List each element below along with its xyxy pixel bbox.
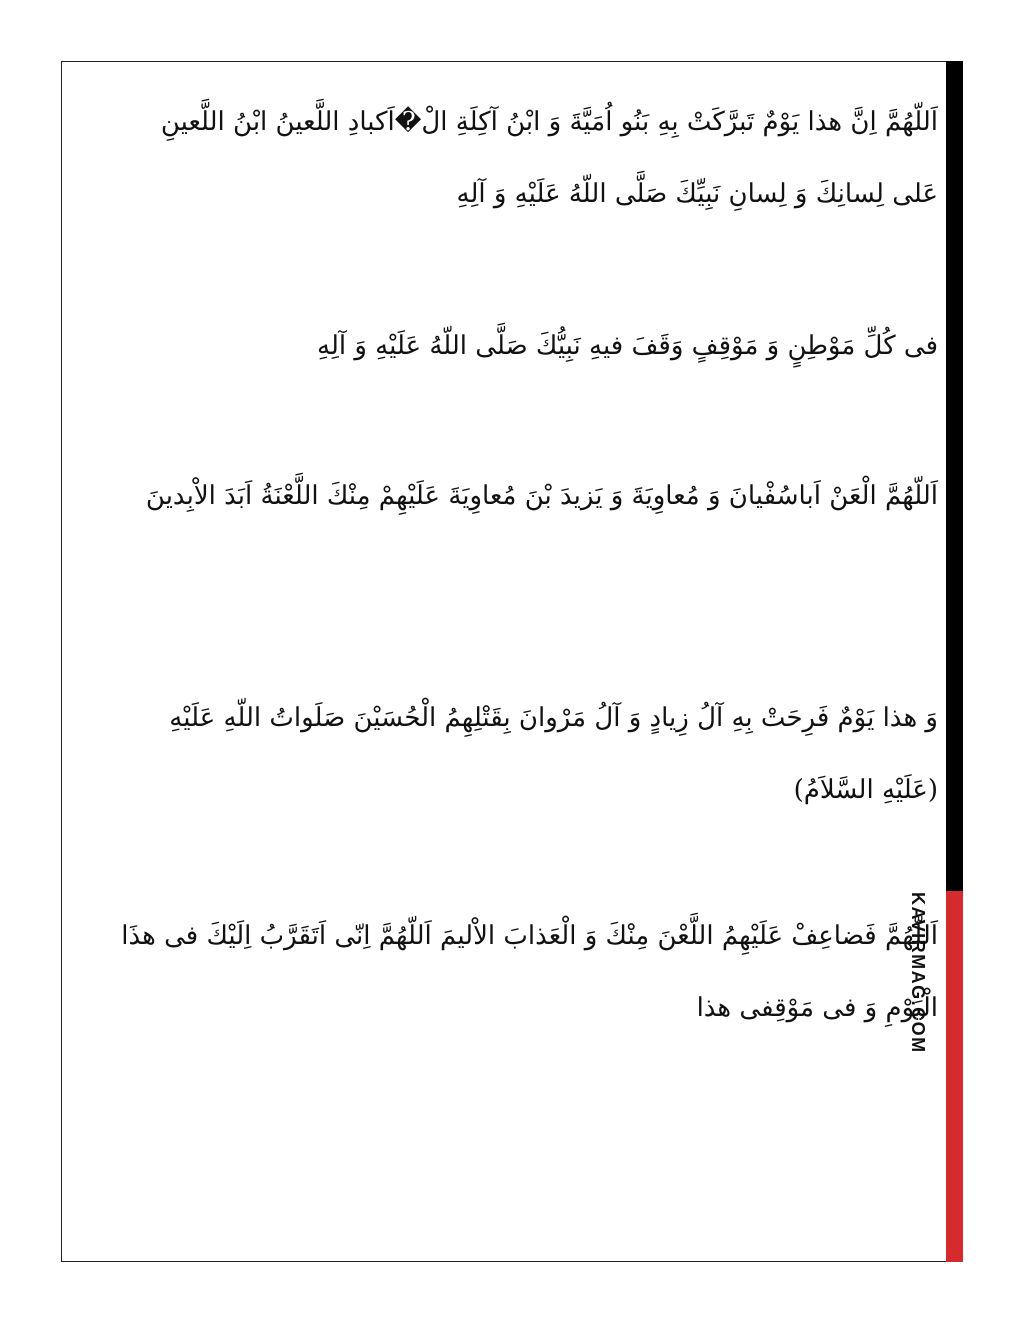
side-bar-red <box>946 891 963 1262</box>
page-frame <box>61 61 963 1262</box>
paragraph-4: وَ هذا یَوْمٌ فَرِحَتْ بِهِ آلُ زِیادٍ وَ آلُ مَرْوانَ بِقَتْلِهِمُ الْحُسَیْنَ صَلَواتُ اللّهِ عَلَیْهِ (عَلَیْهِ السَّلاَمُ) <box>169 703 938 805</box>
paragraph-1: اَللّهُمَّ اِنَّ هذا یَوْمٌ تَبرَّكَتْ بِهِ بَنُو اُمَیَّةَ وَ ابْنُ آكِلَةِ الْ�اَكبادِ اللَّعینُ ابْنُ اللَّعینِ عَلی لِسانِكَ وَ لِسانِ نَبِیِّكَ صَلَّی اللّهُ عَلَیْهِ وَ آلِهِ <box>160 107 938 209</box>
watermark-text: KAVIRMAG.COM <box>908 892 928 1054</box>
side-bar-black <box>946 61 963 891</box>
paragraph-3: اَللّهُمَّ الْعَنْ اَباسُفْیانَ وَ مُعاوِیَةَ وَ یَزیدَ بْنَ مُعاوِیَةَ عَلَیْهِمْ مِنْكَ اللَّعْنَةُ اَبَدَ الاْبِدینَ <box>145 481 938 511</box>
paragraph-2: فی كُلِّ مَوْطِنٍ وَ مَوْقِفٍ وَقَفَ فیهِ نَبِیُّكَ صَلَّی اللّهُ عَلَیْهِ وَ آلِهِ <box>317 331 938 361</box>
paragraph-5: اَللّهُمَّ فَضاعِفْ عَلَیْهِمُ اللَّعْنَ مِنْكَ وَ الْعَذابَ الاْلیمَ اَللّهُمَّ اِنّی اَتَقَرَّبُ اِلَیْكَ فی هذَا الْیَوْمِ وَ فی مَوْقِفی هذا <box>121 921 938 1023</box>
